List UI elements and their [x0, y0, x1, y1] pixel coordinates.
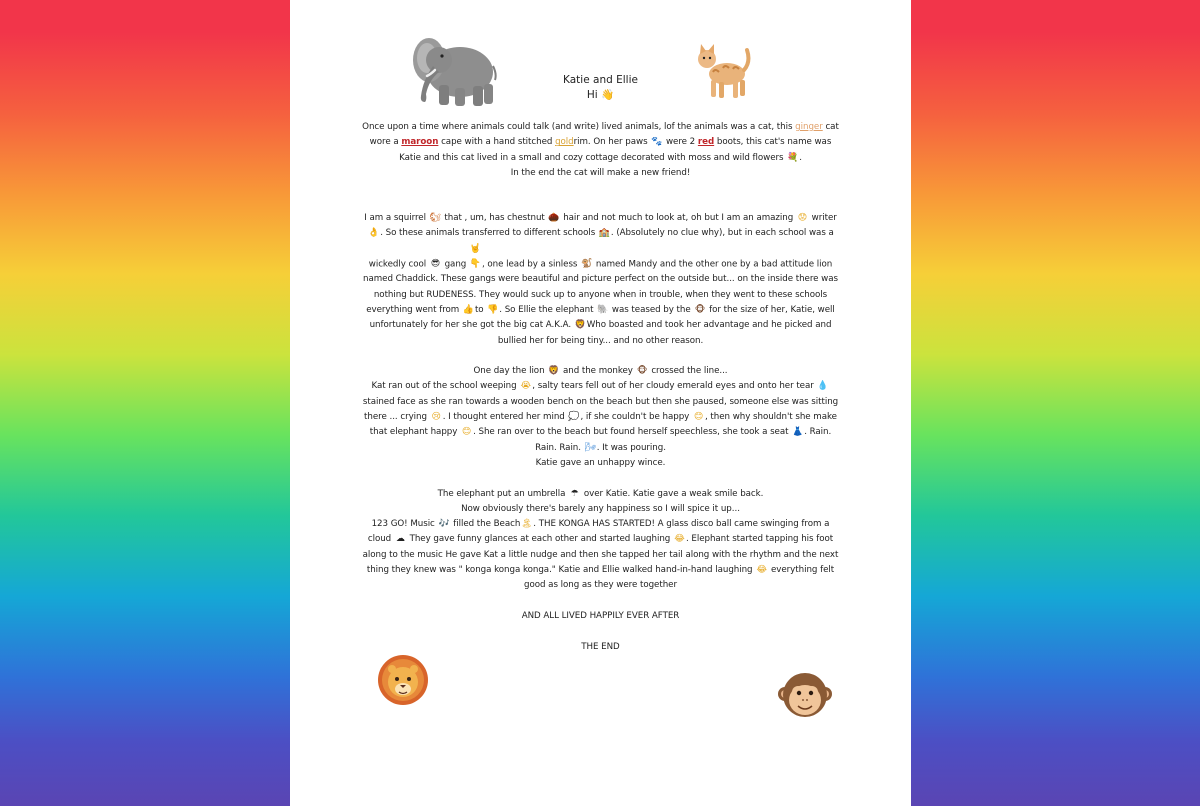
- ginger-word: ginger: [795, 122, 823, 132]
- maroon-word: maroon: [401, 137, 439, 148]
- monkey-image: [778, 670, 832, 720]
- monkey-icon: 🐒: [581, 259, 593, 270]
- lion-image: [377, 653, 429, 707]
- paragraph-1: Once upon a time where animals could talk (and write) lived animals, lof the animals was a cat, this ginger cat wore a maroon cape with a hand stitched goldrim. On her paws 🐾 were 2 red boots, this cat's name was Katie and this cat lived in a small and cozy cottage decorated with moss and wild flowers 💐. In the end the cat will make a new friend!: [362, 122, 839, 178]
- crying-face-icon: 😢: [431, 412, 441, 423]
- paw-prints-icon: 🐾: [651, 137, 663, 148]
- wind-icon: 🌬: [584, 442, 596, 453]
- droplet-icon: 💧: [817, 381, 829, 392]
- story-body: [360, 120, 841, 655]
- sunglasses-face-icon: 😎: [430, 259, 441, 270]
- squirrel-icon: 🐿: [429, 213, 441, 224]
- laughing-face-icon: 😂: [674, 534, 685, 545]
- story-header: [290, 73, 911, 102]
- flowers-icon: 💐: [787, 152, 799, 163]
- laughing-face-icon: 😂: [756, 565, 767, 576]
- music-notes-icon: 🎶: [438, 519, 450, 530]
- monkey-face-icon: 🐵: [636, 366, 648, 377]
- the-end-line: THE END: [581, 641, 620, 652]
- weeping-face-icon: 😭: [520, 381, 531, 392]
- rock-hand-icon: 🤘👇: [469, 243, 482, 270]
- thumbs-down-icon: 👎: [487, 304, 499, 315]
- greeting-line: Hi 👋: [586, 88, 615, 101]
- story-title: Katie and Ellie: [563, 74, 638, 86]
- thought-bubble-icon: 💭: [568, 412, 580, 423]
- paragraph-4: The elephant put an umbrella ☂ over Katie. Katie gave a weak smile back. Now obviously there's barely any happiness so I will spice it up... 123 GO! Music 🎶 filled the Beach🏝. THE KONGA HAS STARTED! A glass disco ball came swinging from a cloud ☁ They gave funny glances at each other and started laughing 😂. Elephant started tapping his foot along to the music He gave Kat a little nudge and then she tapped her tail along with the rhythm and the next thing they knew was " konga konga konga." Katie and Ellie walked hand-in-hand laughing 😂 everything felt good as long as they were together: [362, 488, 839, 591]
- red-word: red: [697, 137, 715, 148]
- smiling-face-icon: 😊: [461, 427, 472, 438]
- paragraph-2: I am a squirrel 🐿 that , um, has chestnut 🌰 hair and not much to look at, oh but I am an amazing 😟 writer 👌. So these animals transferred to different schools 🏫. (Absolutely no clue why), but in each school was a wickedly cool 😎 gang 🤘👇, one lead by a sinless 🐒 named Mandy and the other one by a bad attitude lion named Chaddick. These gangs were beautiful and picture perfect on the outside but... on the inside there was nothing but RUDENESS. They would suck up to anyone when in trouble, when they went to these schools everything went from 👍to 👎. So Ellie the elephant 🐘 was teased by the 🐵 for the size of her, Katie, well unfortunately for her she got the big cat A.K.A. 🦁Who boasted and took her advantage and he picked and bullied her for being tiny... and no other reason.: [363, 213, 838, 346]
- story-page: [290, 0, 911, 806]
- lion-face-icon: 🦁: [574, 320, 586, 331]
- ok-hand-icon: 👌: [368, 228, 380, 239]
- umbrella-icon: ☂: [570, 488, 579, 499]
- worried-face-icon: 😟: [797, 213, 808, 224]
- lion-face-icon: 🦁: [548, 366, 560, 377]
- dress-icon: 👗: [792, 427, 804, 438]
- paragraph-3: One day the lion 🦁 and the monkey 🐵 crossed the line... Kat ran out of the school weeping 😭, salty tears fell out of her cloudy emerald eyes and onto her tear 💧stained face as she ran towards a wooden bench on the beach but then she paused, someone else was sitting there ... crying 😢 . I thought entered her mind 💭, if she couldn't be happy 😊 , then why shouldn't she make that elephant happy 😊 . She ran over to the beach but found herself speechless, she took a seat 👗. Rain. Rain. Rain. 🌬. It was pouring. Katie gave an unhappy wince.: [362, 366, 839, 468]
- thumbs-up-icon: 👍: [462, 304, 475, 315]
- chestnut-icon: 🌰: [548, 213, 560, 224]
- beach-icon: 🏝: [521, 519, 533, 530]
- ending-line: AND ALL LIVED HAPPILY EVER AFTER: [521, 610, 680, 621]
- monkey-face-icon: 🐵: [694, 304, 706, 315]
- school-icon: 🏫: [598, 228, 610, 239]
- smiling-face-icon: 😊: [693, 412, 704, 423]
- cloud-icon: ☁: [395, 534, 405, 545]
- elephant-icon: 🐘: [597, 304, 609, 315]
- gold-word: gold: [555, 137, 574, 148]
